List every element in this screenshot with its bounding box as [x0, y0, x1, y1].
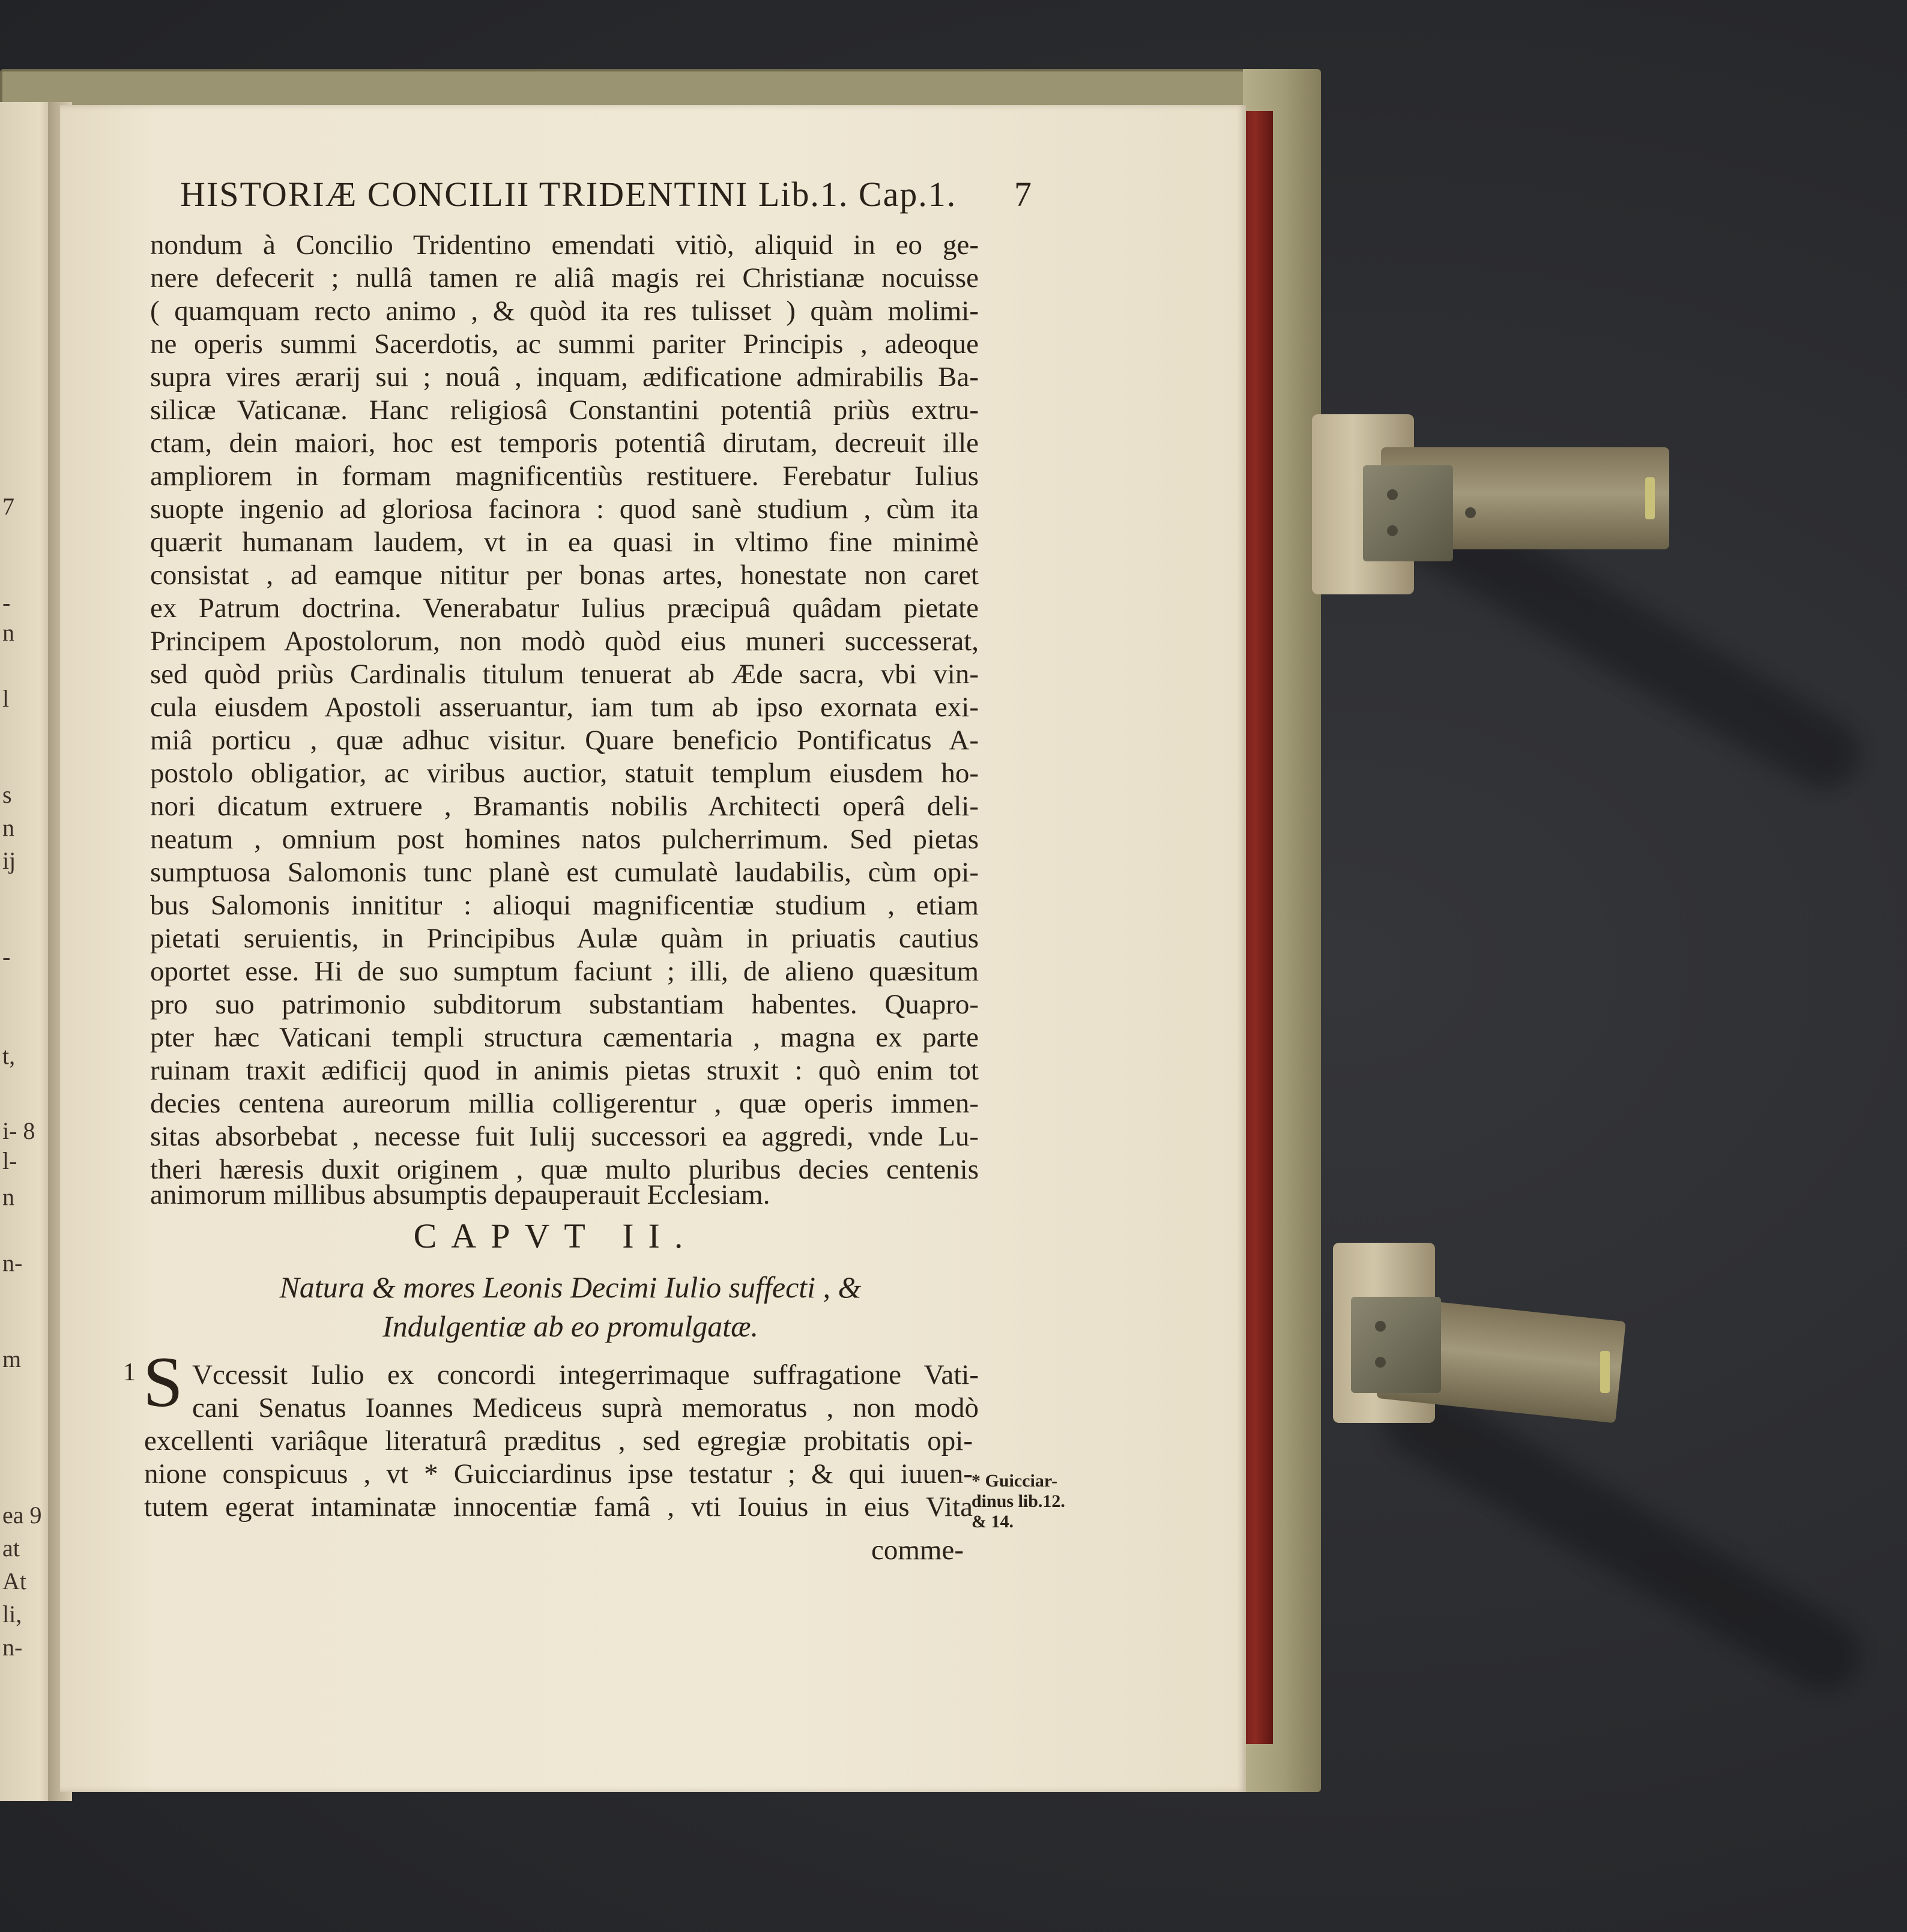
clasp-tip-top [1645, 477, 1655, 519]
body-line: ( quamquam recto animo , & quòd ita res tulisset ) quàm molimi- [150, 295, 979, 327]
left-fragment: s [2, 781, 12, 808]
section-line: Vccessit Iulio ex concordi integerrimaque suffragatione Vati- [192, 1359, 979, 1390]
chapter-subtitle-line2: Indulgentiæ ab eo promulgatæ. [382, 1309, 758, 1343]
left-fragment: at [2, 1535, 20, 1562]
body-line-last: animorum millibus absumptis depauperauit Ecclesiam. [150, 1179, 770, 1210]
body-line: nondum à Concilio Tridentino emendati vitiò, aliquid in eo ge- [150, 229, 979, 261]
chapter-heading: CAPVT II. [413, 1216, 698, 1255]
body-line: ampliorem in formam magnificentiùs restituere. Ferebatur Iulius [150, 460, 979, 492]
left-fragment: m [2, 1345, 22, 1372]
body-line: ex Patrum doctrina. Venerabatur Iulius præcipuâ quâdam pietate [150, 593, 979, 624]
body-line: nori dicatum extruere , Bramantis nobilis Architecti operâ deli- [150, 791, 979, 822]
page-number: 7 [1014, 175, 1033, 214]
section-number: 1 [123, 1359, 136, 1386]
clasp-tip-bottom [1600, 1351, 1610, 1393]
left-fragment: i- 8 [2, 1117, 35, 1144]
body-line: sitas absorbebat , necesse fuit Iulij successori ea aggredi, vnde Lu- [150, 1121, 979, 1152]
section-line: tutem egerat intaminatæ innocentiæ famâ , vti Iouius in eius Vita [144, 1491, 973, 1523]
running-title: HISTORIÆ CONCILII TRIDENTINI Lib.1. Cap.1. [180, 175, 957, 214]
clasp-plate-top [1363, 465, 1453, 561]
drop-cap: S [143, 1342, 183, 1422]
margin-note-line: & 14. [972, 1512, 1014, 1532]
body-line: quærit humanam laudem, vt in ea quasi in vltimo fine minimè [150, 527, 979, 558]
left-fragment: li, [2, 1601, 22, 1628]
body-line: consistat , ad eamque nititur per bonas artes, honestate non caret [150, 560, 979, 591]
margin-note-line: * Guicciar- [972, 1471, 1058, 1491]
rivet [1387, 489, 1398, 500]
left-fragment: - [2, 589, 11, 616]
left-fragment: l- [2, 1147, 17, 1174]
body-line: nere defecerit ; nullâ tamen re aliâ magis rei Christianæ nocuisse [150, 262, 979, 294]
left-fragment: - [2, 943, 11, 970]
body-line: sed quòd priùs Cardinalis titulum tenuerat ab Æde sacra, vbi vin- [150, 659, 979, 690]
body-line: pietati seruientis, in Principibus Aulæ quàm in priuatis cautius [150, 923, 979, 954]
left-fragment: n- [2, 1634, 23, 1661]
clasp-plate-bottom [1351, 1297, 1441, 1393]
body-line: theri hæresis duxit originem , quæ multo pluribus decies centenis [150, 1154, 979, 1185]
body-line: ruinam traxit ædificij quod in animis pietas struxit : quò enim tot [150, 1055, 979, 1086]
left-fragment: ea 9 [2, 1502, 42, 1529]
body-line: silicæ Vaticanæ. Hanc religiosâ Constantini potentiâ priùs extru- [150, 394, 979, 426]
left-fragment: l [2, 685, 10, 712]
margin-note-line: dinus lib.12. [972, 1491, 1065, 1511]
rivet [1387, 525, 1398, 536]
left-fragment: n- [2, 1249, 23, 1276]
body-line: ne operis summi Sacerdotis, ac summi pariter Principis , adeoque [150, 328, 979, 360]
margin-note [972, 1471, 1086, 1532]
body-line: oportet esse. Hi de suo sumptum faciunt ; illi, de alieno quæsitum [150, 956, 979, 987]
body-line: postolo obligatior, ac viribus auctior, statuit templum eiusdem ho- [150, 758, 979, 789]
left-fragment: 7 [2, 493, 14, 520]
body-line: supra vires ærarij sui ; nouâ , inquam, ædificatione admirabilis Ba- [150, 361, 979, 393]
body-line: neatum , omnium post homines natos pulcherrimum. Sed pietas [150, 824, 979, 855]
catchword: comme- [871, 1535, 964, 1566]
left-fragment: n [2, 619, 14, 646]
left-fragment: At [2, 1568, 26, 1595]
body-line: pro suo patrimonio subditorum substantiam habentes. Quapro- [150, 989, 979, 1020]
body-line: ctam, dein maiori, hoc est temporis potentiâ dirutam, decreuit ille [150, 427, 979, 459]
body-line: suopte ingenio ad gloriosa facinora : quod sanè studium , cùm ita [150, 494, 979, 525]
body-line: cula eiusdem Apostoli asseruantur, iam tum ab ipso exornata exi- [150, 692, 979, 723]
body-line: miâ porticu , quæ adhuc visitur. Quare beneficio Pontificatus A- [150, 725, 979, 756]
section-line: excellenti variâque literaturâ præditus , sed egregiæ probitatis opi- [144, 1425, 973, 1457]
left-fragment: n [2, 814, 14, 841]
left-fragment: n [2, 1183, 14, 1210]
body-line: sumptuosa Salomonis tunc planè est cumulatè laudabilis, cùm opi- [150, 857, 979, 888]
rivet [1465, 507, 1476, 518]
body-line: decies centena aureorum millia colligerentur , quæ operis immen- [150, 1088, 979, 1119]
left-fragment: t, [2, 1042, 16, 1069]
left-fragment: ij [2, 847, 16, 874]
rivet [1375, 1357, 1386, 1368]
chapter-subtitle-line1: Natura & mores Leonis Decimi Iulio suffecti , & [279, 1270, 862, 1304]
section-line: cani Senatus Ioannes Mediceus suprà memoratus , non modò [192, 1392, 979, 1423]
running-header [180, 174, 1033, 222]
body-line: Principem Apostolorum, non modò quòd eius muneri successerat, [150, 626, 979, 657]
body-line: bus Salomonis innititur : alioqui magnificentiæ studium , etiam [150, 890, 979, 921]
rivet [1375, 1321, 1386, 1332]
section-line: nione conspicuus , vt * Guicciardinus ipse testatur ; & qui iuuen- [144, 1458, 973, 1490]
body-line: pter hæc Vaticani templi structura cæmentaria , magna ex parte [150, 1022, 979, 1053]
